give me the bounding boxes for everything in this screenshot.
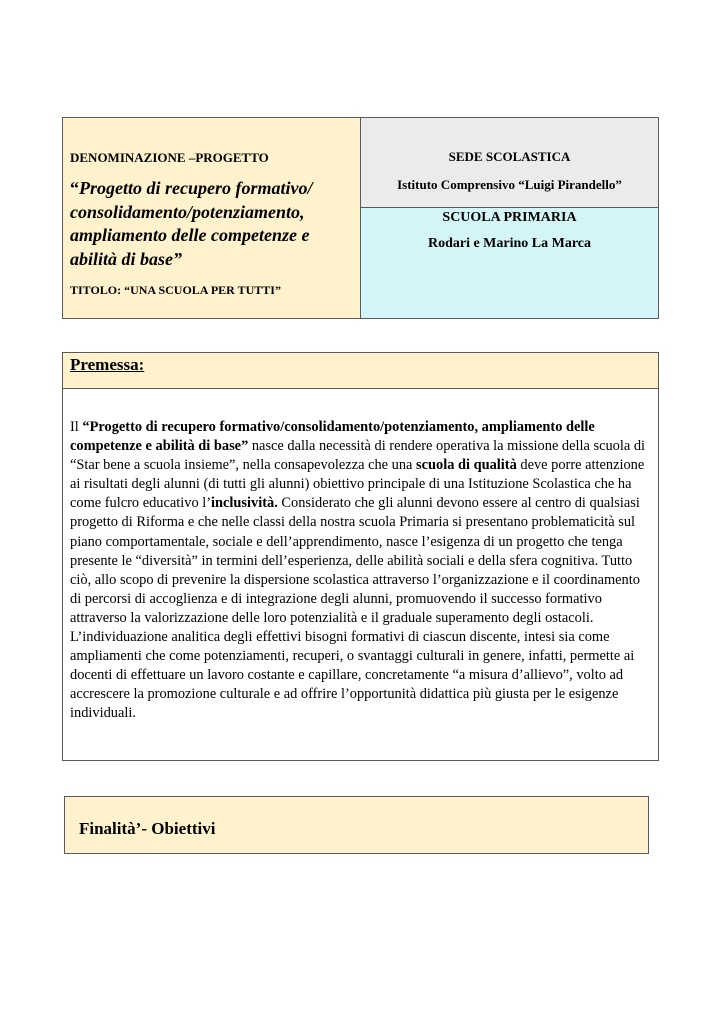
para-bold-inclusivity: inclusività.	[211, 495, 278, 512]
scuola-cell	[361, 208, 658, 318]
finalita-heading-box	[64, 796, 649, 854]
plessi-names: Rodari e Marino La Marca	[427, 236, 592, 251]
sede-cell	[361, 118, 658, 208]
istituto-name: Istituto Comprensivo “Luigi Pirandello”	[397, 177, 622, 192]
project-denomination-cell	[63, 118, 361, 318]
para-bold-project: “Progetto di recupero formativo/consolidamento/potenziamento, ampliamento delle competenze e abilità di base”	[70, 419, 595, 455]
premessa-heading-box	[62, 352, 659, 389]
para-text: Considerato che gli alunni devono essere al centro di qualsiasi progetto di Riforma e che nelle classi della nostra scuola Primaria si presentano problematicità sul piano comportamentale, sociale e dell’apprendimento, nasce l’esigenza di un progetto che tenga presente le “diversità” in termini dell’esperienza, delle abilità sociali e della sfera cognitiva. Tutto ciò, allo scopo di prevenire la dispersione scolastica attraverso l’organizzazione e il coordinamento di percorsi di accoglienza e di integrazione degli alunni, promuovendo il successo formativo attraverso la valorizzazione delle loro potenzialità e il graduale superamento degli ostacoli. L’individuazione analitica degli effettivi bisogni formativi di ciascun discente, intesi sia come ampliamenti che come potenziamenti, recuperi, o svantaggi culturali in genere, infatti, permette ai docenti di effettuare un lavoro costante e capillare, concretamente “a misura d’allievo”, volto ad accrescere la promozione culturale e ad offrire l’opportunità didattica più giusta per le esigenze individuali.	[70, 495, 640, 722]
finalita-heading: Finalità’- Obiettivi	[79, 819, 216, 838]
project-title: TITOLO: “UNA SCUOLA PER TUTTI”	[70, 283, 281, 297]
para-text: nasce dalla necessità di rendere operativa la missione della scuola di “Star bene a scuola insieme”, nella consapevolezza che una	[70, 438, 646, 474]
para-text: deve porre attenzione ai risultati degli alunni (di tutti gli alunni) obiettivo principale di una Istituzione Scolastica che ha come fulcro educativo l’	[70, 457, 645, 512]
premessa-paragraph	[70, 418, 650, 724]
project-open-quote: “	[70, 178, 79, 198]
project-name-text: Progetto di recupero formativo/ consolidamento/potenziamento, ampliamento delle competenze e abilità di base”	[70, 178, 313, 269]
premessa-heading: Premessa:	[70, 355, 145, 374]
premessa-body-box	[62, 388, 659, 761]
project-header-table	[62, 117, 659, 319]
project-name	[70, 177, 352, 271]
para-bold-quality: scuola di qualità	[416, 457, 517, 474]
sede-label: SEDE SCOLASTICA	[448, 149, 571, 164]
scuola-label: SCUOLA PRIMARIA	[442, 210, 577, 225]
school-info-column	[361, 118, 658, 318]
denominazione-label: DENOMINAZIONE –PROGETTO	[70, 150, 269, 165]
para-text: Il	[70, 419, 83, 435]
